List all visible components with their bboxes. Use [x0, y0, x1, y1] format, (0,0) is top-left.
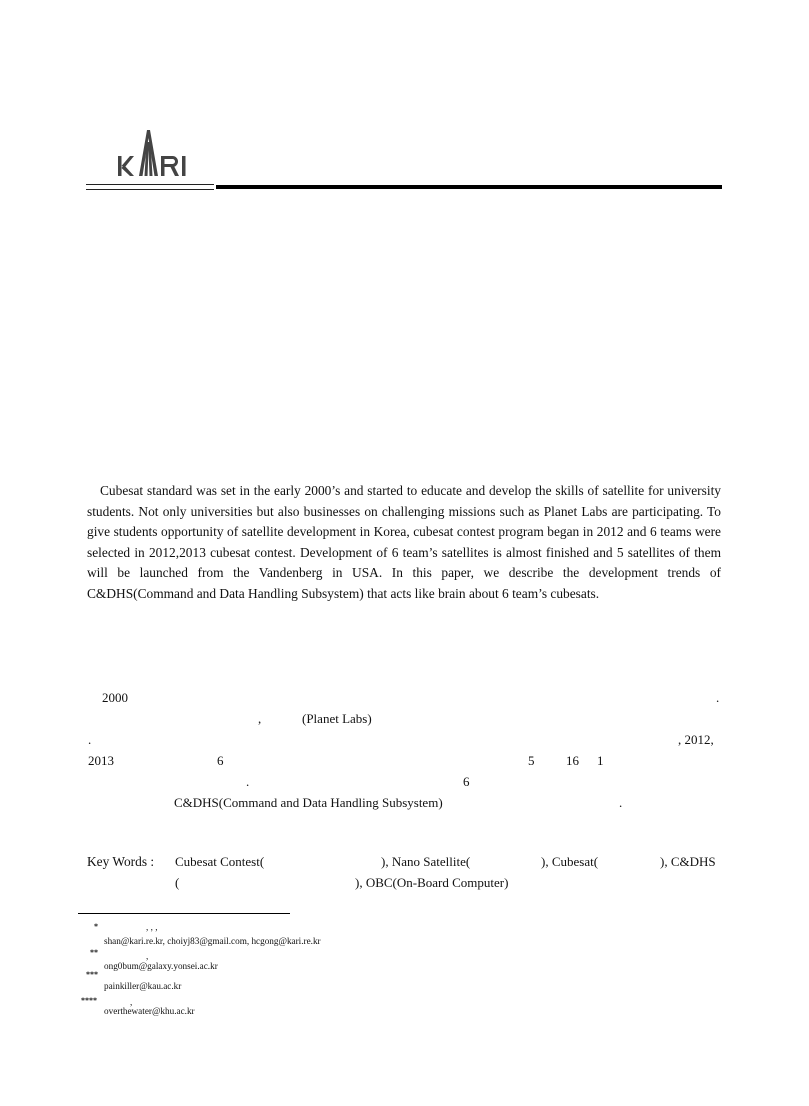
header-rule-thin-bottom — [86, 189, 214, 190]
footnote-marker-3: *** — [86, 970, 98, 979]
kr-line2-comma: , — [258, 711, 262, 726]
kr-line5-six: 6 — [463, 774, 470, 789]
kr-line4-six: 6 — [217, 753, 224, 768]
keyword-line2-paren: ( — [175, 875, 180, 890]
header-rule-thick — [216, 185, 722, 189]
kari-logo — [116, 130, 194, 180]
kr-line5-dot: . — [246, 774, 250, 789]
header-rule-thin-top — [86, 184, 214, 185]
footnote-rule — [78, 913, 290, 914]
kr-line3-dot: . — [88, 732, 92, 747]
footnote-marker-4: **** — [81, 996, 97, 1005]
kr-line3-year: , 2012, — [678, 732, 714, 747]
keywords-label: Key Words : — [87, 854, 155, 869]
kr-line1-year: 2000 — [102, 690, 128, 705]
keyword-obc: ), OBC(On-Board Computer) — [355, 875, 509, 890]
keyword-cdhs: ), C&DHS — [660, 854, 716, 869]
kr-line4-one: 1 — [597, 753, 604, 768]
english-abstract: Cubesat standard was set in the early 2000’s and started to educate and develop the skills of satellite for university students. Not only universities but also businesses on challenging missions such as Planet Labs are participating. To give students opportunity of satellite development in Korea, cubesat contest program began in 2012 and 6 teams were selected in 2012,2013 cubesat contest. Development of 6 team’s satellites is almost finished and 5 satellites of them will be launched from the Vandenberg in USA. In this paper, we describe the development trends of C&DHS(Command and Data Handling Subsystem) that acts like brain about 6 team’s cubesats. — [87, 483, 721, 601]
keyword-cubesat: ), Cubesat( — [541, 854, 599, 869]
footnote-marker-1: * — [94, 922, 98, 931]
footnote-email-3: painkiller@kau.ac.kr — [104, 981, 182, 991]
footnote-affil-2: , — [146, 951, 149, 961]
keyword-nano-satellite: ), Nano Satellite( — [381, 854, 471, 869]
footnote-affil-4: , — [130, 997, 133, 1007]
kr-line6-dot: . — [619, 795, 623, 810]
footnote-affil-1: , , , — [146, 922, 158, 932]
kr-line4-sixteen: 16 — [566, 753, 579, 768]
footnote-marker-2: ** — [90, 948, 98, 957]
footnote-email-1: shan@kari.re.kr, choiyj83@gmail.com, hcgong@kari.re.kr — [104, 936, 321, 946]
footnote-email-4: overthewater@khu.ac.kr — [104, 1006, 195, 1016]
kr-line6-cdhs: C&DHS(Command and Data Handling Subsystem) — [174, 795, 443, 810]
footnote-email-2: ong0bum@galaxy.yonsei.ac.kr — [104, 961, 218, 971]
kr-line2-planet-labs: (Planet Labs) — [302, 711, 372, 726]
kr-line4-five: 5 — [528, 753, 535, 768]
kr-line1-end: . — [716, 690, 720, 705]
kr-line4-year: 2013 — [88, 753, 114, 768]
keyword-cubesat-contest: Cubesat Contest( — [175, 854, 265, 869]
